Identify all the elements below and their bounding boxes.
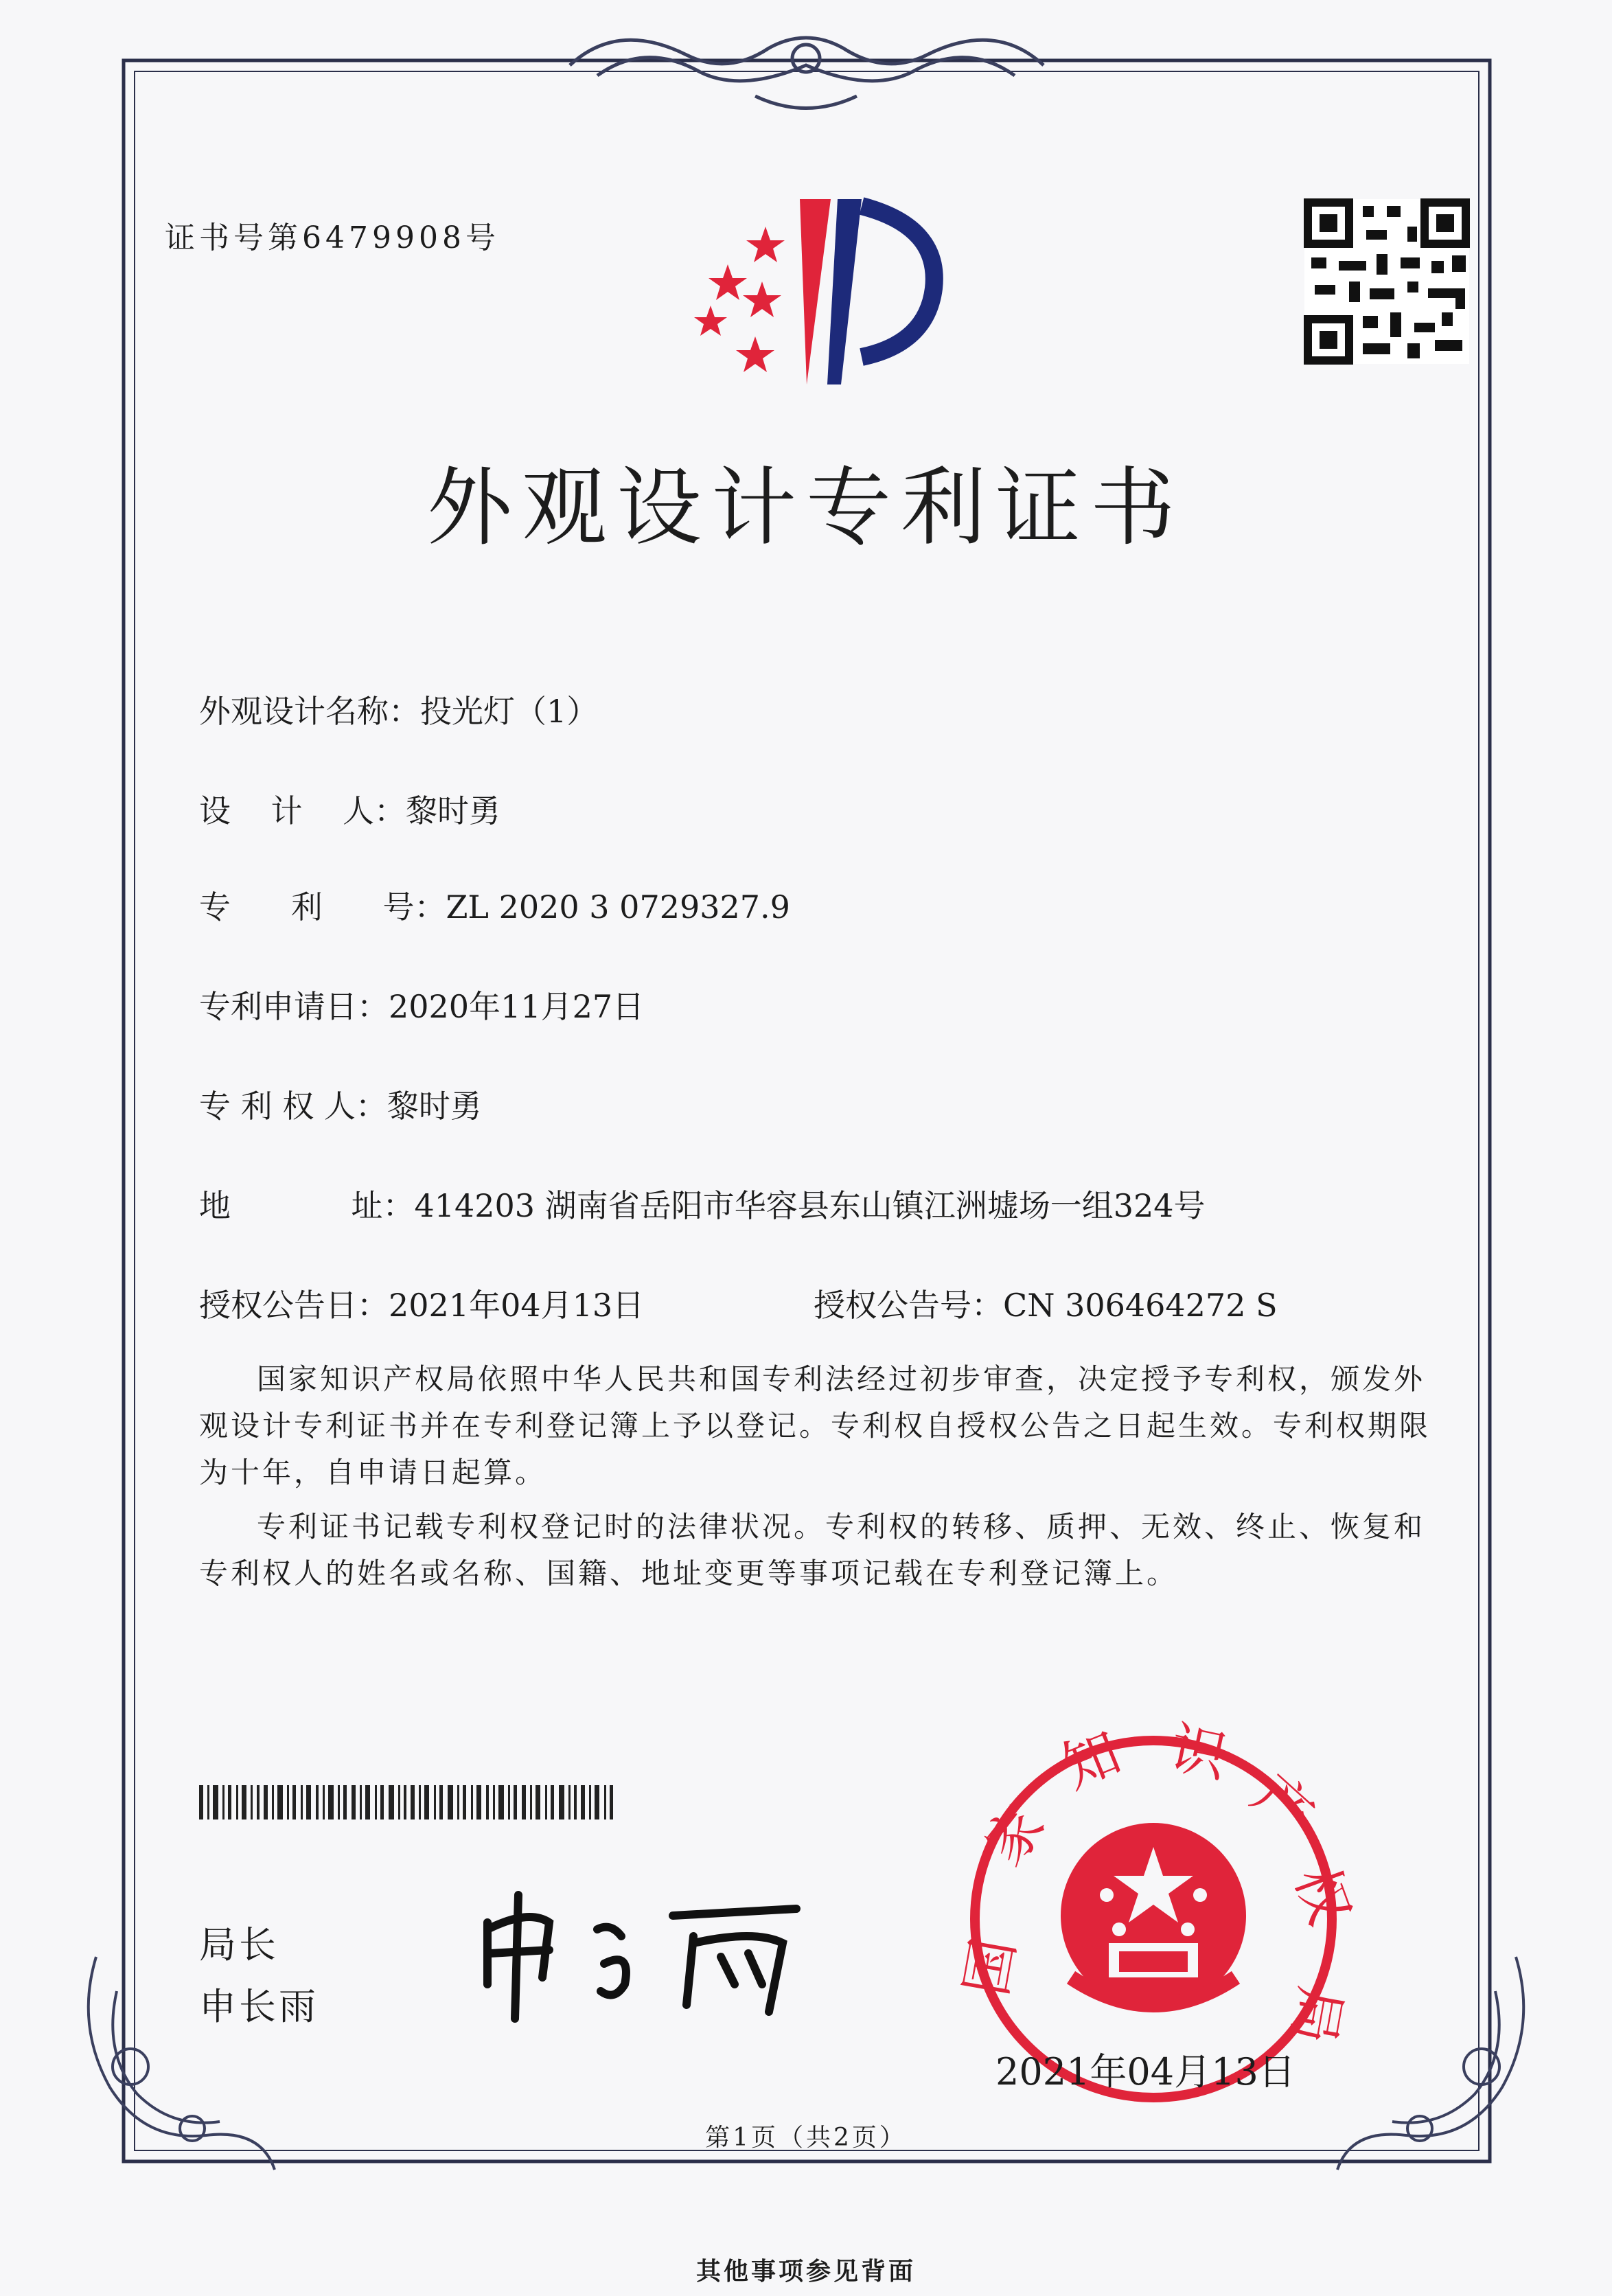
signatory-title: 局长 bbox=[199, 1923, 279, 1966]
svg-text:产: 产 bbox=[1240, 1762, 1326, 1849]
qr-code bbox=[1304, 199, 1469, 364]
svg-text:国: 国 bbox=[954, 1933, 1028, 2001]
svg-text:权: 权 bbox=[1282, 1857, 1363, 1933]
field-address bbox=[199, 1181, 1206, 1226]
page-title: 外观设计专利证书 bbox=[426, 459, 1185, 558]
field-value: 414203 湖南省岳阳市华容县东山镇江洲墟场一组324号 bbox=[414, 1187, 1206, 1224]
field-value: 黎时勇 bbox=[405, 792, 500, 829]
field-label: 外观设计名称： bbox=[199, 693, 420, 730]
field-value: ZL 2020 3 0729327.9 bbox=[446, 888, 790, 926]
field-label: 专 利 号： bbox=[199, 888, 446, 926]
signature bbox=[467, 1881, 824, 2032]
field-value: CN 306464272 S bbox=[1003, 1287, 1278, 1324]
field-label: 设 计 人： bbox=[199, 792, 406, 829]
svg-text:家: 家 bbox=[971, 1793, 1059, 1878]
certificate-paragraph-1: 国家知识产权局依照中华人民共和国专利法经过初步审查，决定授予专利权，颁发外观设计专利证书并在专利登记簿上予以登记。专利权自授权公告之日起生效。专利权期限为十年，自申请日起算。 bbox=[199, 1362, 1431, 1489]
field-grant-date bbox=[199, 1281, 644, 1326]
certificate-paragraph-2: 专利证书记载专利权登记时的法律状况。专利权的转移、质押、无效、终止、恢复和专利权人的姓名或名称、国籍、地址变更等事项记载在专利登记簿上。 bbox=[199, 1510, 1426, 1590]
svg-text:知: 知 bbox=[1052, 1720, 1130, 1802]
top-ornament bbox=[570, 38, 1044, 108]
field-designer bbox=[199, 786, 500, 831]
field-value: 2020年11月27日 bbox=[389, 988, 645, 1025]
field-patentee bbox=[199, 1081, 482, 1127]
svg-text:识: 识 bbox=[1164, 1715, 1233, 1791]
field-application-date bbox=[199, 982, 644, 1027]
signatory-name: 申长雨 bbox=[199, 1985, 319, 2028]
field-value: 黎时勇 bbox=[387, 1088, 482, 1125]
svg-text:局: 局 bbox=[1279, 1982, 1353, 2049]
field-value: 投光灯（1） bbox=[420, 693, 599, 730]
field-value: 2021年04月13日 bbox=[389, 1287, 645, 1324]
back-note: 其他事项参见背面 bbox=[695, 2257, 916, 2286]
field-grant-no bbox=[814, 1281, 1278, 1326]
seal-date: 2021年04月13日 bbox=[995, 2050, 1296, 2093]
field-label: 授权公告日： bbox=[199, 1287, 389, 1324]
field-label: 授权公告号： bbox=[814, 1287, 1003, 1324]
cnipa-logo bbox=[694, 199, 934, 384]
field-label: 地 址： bbox=[199, 1187, 415, 1224]
field-label: 专利申请日： bbox=[199, 988, 389, 1025]
page-indicator: 第1页（共2页） bbox=[705, 2124, 907, 2152]
barcode bbox=[199, 1785, 613, 1819]
field-design-name bbox=[199, 687, 598, 732]
certificate-number: 证书号第6479908号 bbox=[165, 220, 500, 255]
field-label: 专 利 权 人： bbox=[199, 1088, 387, 1125]
field-patent-no bbox=[199, 882, 790, 928]
